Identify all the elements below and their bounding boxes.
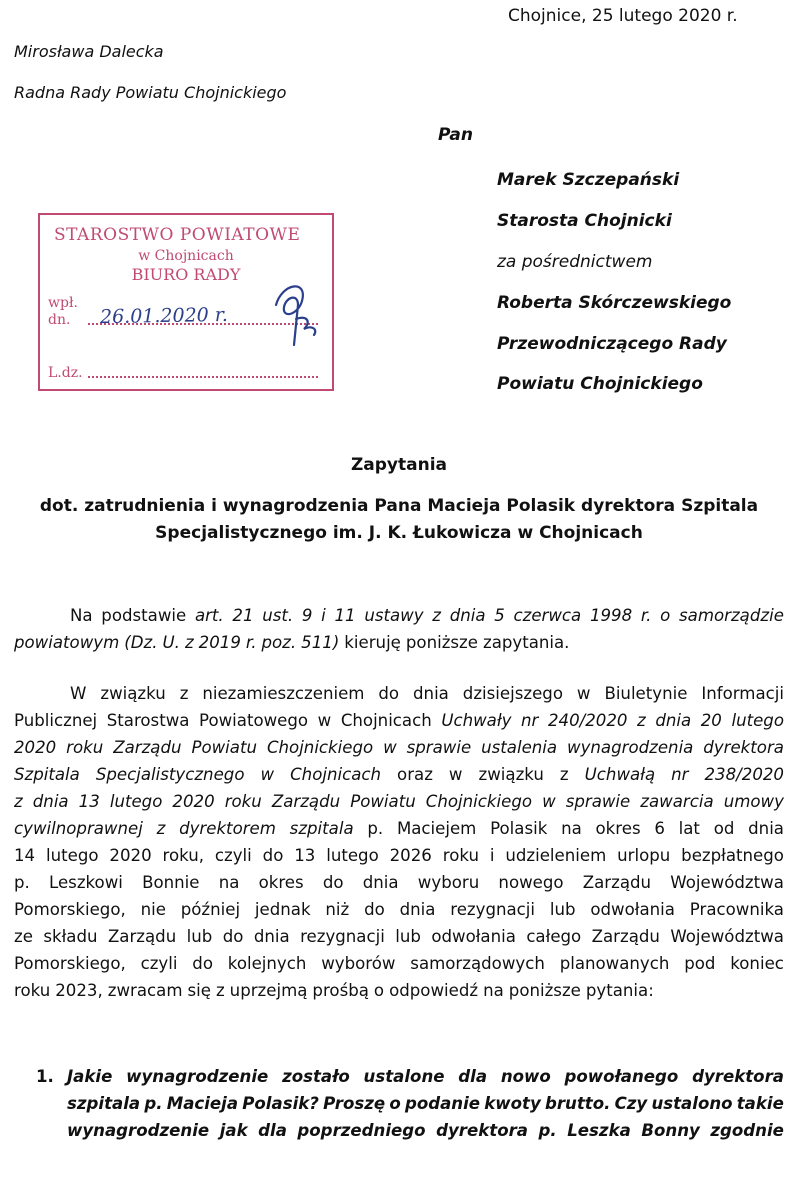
word: z xyxy=(179,684,189,703)
word: pod xyxy=(684,954,716,973)
word: dnia xyxy=(748,819,784,838)
word: odwołania xyxy=(590,900,675,919)
word: Informacji xyxy=(701,684,784,703)
word: Zarządu xyxy=(591,927,660,946)
word: Maciejem xyxy=(396,819,477,838)
word: ustalenia xyxy=(481,738,558,757)
word: powołanego xyxy=(564,1067,679,1086)
word: zapytania. xyxy=(482,633,570,652)
word: okres xyxy=(595,819,641,838)
stamp-department: BIURO RADY xyxy=(131,265,241,284)
word: Biuletynie xyxy=(604,684,688,703)
word: dnia xyxy=(32,792,69,811)
word: bezpłatnego xyxy=(681,846,784,865)
word: do xyxy=(378,684,400,703)
word: 2019 xyxy=(198,633,241,652)
word: Zarządu xyxy=(113,738,182,757)
word: 2023, xyxy=(55,981,103,1000)
word: 14 xyxy=(14,846,36,865)
word: roku xyxy=(442,846,479,865)
text-line xyxy=(14,950,784,977)
word: związku xyxy=(100,684,166,703)
word: w xyxy=(448,765,463,784)
word: 2020 xyxy=(172,792,215,811)
word: 511) xyxy=(301,633,340,652)
recipient-via: za pośrednictwem xyxy=(497,252,653,272)
word: Zarządu xyxy=(271,792,341,811)
word: dnia xyxy=(362,873,399,892)
word: 238/2020 xyxy=(704,765,784,784)
word: takie xyxy=(736,1094,784,1113)
word: wyboru xyxy=(417,873,480,892)
text-line xyxy=(14,629,784,656)
word: lub xyxy=(395,927,421,946)
text-line xyxy=(67,1063,784,1090)
word: U. xyxy=(162,633,180,652)
paragraph-legal-basis xyxy=(14,602,784,656)
word: Bonnie xyxy=(142,873,200,892)
word: z xyxy=(559,765,569,784)
text-line xyxy=(14,923,784,950)
word: odpowiedź xyxy=(389,981,479,1000)
word: w xyxy=(576,684,591,703)
word: Starostwa xyxy=(106,711,190,730)
stamp-city: w Chojnicach xyxy=(138,248,234,264)
word: kwoty xyxy=(484,1094,541,1113)
word: odwołania xyxy=(431,927,516,946)
word: 2026 xyxy=(389,846,432,865)
word: (Dz. xyxy=(124,633,158,652)
recipient-via-org: Powiatu Chojnickiego xyxy=(497,374,703,394)
word: Województwa xyxy=(670,873,784,892)
word: całego xyxy=(526,927,582,946)
recipient-via-name: Roberta Skórczewskiego xyxy=(497,293,732,313)
word: zostało xyxy=(282,1067,350,1086)
word: urlopu xyxy=(617,846,671,865)
word: wynagrodzenie xyxy=(126,1067,269,1086)
word: na xyxy=(483,981,504,1000)
word: planowanych xyxy=(559,954,670,973)
word: i xyxy=(489,846,495,865)
word: czyli xyxy=(140,954,178,973)
word: Leszkowi xyxy=(49,873,123,892)
word: dla xyxy=(258,1121,287,1140)
word: 2020 xyxy=(14,738,57,757)
word: Pomorskiego, xyxy=(14,954,126,973)
word: dzisiejszego xyxy=(462,684,563,703)
word: r. xyxy=(245,633,257,652)
word: rezygnacji xyxy=(300,927,385,946)
word: lat xyxy=(678,819,700,838)
word: niż xyxy=(325,900,350,919)
word: Chojnickiego xyxy=(266,738,374,757)
word: Pracownika xyxy=(689,900,784,919)
word: z xyxy=(215,981,225,1000)
word: udzieleniem xyxy=(505,846,607,865)
question-1-text xyxy=(67,1063,784,1144)
word: Powiatu xyxy=(350,792,416,811)
word: Specjalistycznego xyxy=(95,765,245,784)
text-line xyxy=(14,602,784,629)
word: dyrektorem xyxy=(179,819,276,838)
word: z xyxy=(14,792,23,811)
word: 240/2020 xyxy=(547,711,628,730)
word: Bonny xyxy=(641,1121,700,1140)
word: Zarządu xyxy=(107,927,177,946)
word: nowego xyxy=(498,873,564,892)
word: na xyxy=(218,873,240,892)
word: 20 xyxy=(700,711,722,730)
word: kieruję xyxy=(344,633,401,652)
word: Czy xyxy=(614,1094,648,1113)
word: ustalone xyxy=(363,1067,445,1086)
word: dyrektora xyxy=(436,1121,528,1140)
word: dnia xyxy=(413,684,449,703)
recipient-salutation: Pan xyxy=(438,125,473,145)
word: w xyxy=(383,738,397,757)
word: Pomorskiego, xyxy=(14,900,126,919)
word: Macieja xyxy=(166,1094,239,1113)
word: związku xyxy=(478,765,544,784)
word: wyborów xyxy=(321,954,396,973)
word: w xyxy=(317,711,332,730)
word: ust. xyxy=(262,606,294,625)
word: jednak xyxy=(254,900,311,919)
word: wynagrodzenie xyxy=(67,1121,210,1140)
word: podanie xyxy=(404,1094,481,1113)
word: szpitala xyxy=(289,819,354,838)
word: Województwa xyxy=(670,927,784,946)
word: zawarcia xyxy=(640,792,714,811)
paragraph-context xyxy=(14,680,784,1004)
word: lutego xyxy=(109,792,163,811)
word: dnia xyxy=(655,711,692,730)
word: nowo xyxy=(500,1067,551,1086)
word: z xyxy=(184,633,194,652)
recipient-role: Starosta Chojnicki xyxy=(497,211,672,231)
recipient-name: Marek Szczepański xyxy=(497,170,680,190)
word: p. xyxy=(367,819,384,838)
word: poprzedniego xyxy=(297,1121,426,1140)
word: 21 xyxy=(232,606,254,625)
word: dyrektora xyxy=(703,738,784,757)
document-title: Zapytania xyxy=(350,455,448,475)
word: Powiatu xyxy=(191,738,257,757)
word: oraz xyxy=(397,765,433,784)
word: poniższe xyxy=(405,633,478,652)
word: cywilnoprawnej xyxy=(14,819,143,838)
word: na xyxy=(561,819,582,838)
word: zgodnie xyxy=(710,1121,784,1140)
word: 13 xyxy=(78,792,100,811)
word: lutego xyxy=(46,846,99,865)
recipient-via-role: Przewodniczącego Rady xyxy=(497,334,727,354)
word: 11 xyxy=(334,606,356,625)
word: pytania: xyxy=(585,981,654,1000)
word: Uchwałą xyxy=(584,765,656,784)
word: 6 xyxy=(654,819,665,838)
word: ustalono xyxy=(651,1094,733,1113)
stamp-ldz-label: L.dz. xyxy=(48,365,83,381)
word: lub xyxy=(186,927,213,946)
word: p. xyxy=(144,1094,163,1113)
handwritten-date: 26.01.2020 r. xyxy=(99,303,229,329)
word: brutto. xyxy=(544,1094,611,1113)
word: kolejnych xyxy=(227,954,307,973)
word: p. xyxy=(14,873,30,892)
word: Proszę xyxy=(323,1094,386,1113)
stamp-office: STAROSTWO POWIATOWE xyxy=(54,225,301,245)
word: Powiatowego xyxy=(199,711,309,730)
word: jak xyxy=(219,1121,248,1140)
signature-icon xyxy=(268,275,326,351)
word: do xyxy=(364,900,385,919)
word: dyrektora xyxy=(692,1067,784,1086)
word: nie xyxy=(140,900,166,919)
text-line xyxy=(14,815,784,842)
word: roku xyxy=(224,792,262,811)
stamp-wpl-label: wpł. xyxy=(48,295,78,311)
word: 9 xyxy=(301,606,313,625)
text-line xyxy=(14,707,784,734)
word: dnia xyxy=(449,606,486,625)
word: nr xyxy=(521,711,539,730)
word: w xyxy=(542,792,556,811)
word: poz. xyxy=(261,633,297,652)
word: Jakie xyxy=(67,1067,113,1086)
word: umowy xyxy=(723,792,784,811)
word: czerwca xyxy=(513,606,582,625)
word: i xyxy=(321,606,326,625)
word: powiatowym xyxy=(14,633,120,652)
word: samorządzie xyxy=(679,606,784,625)
word: 2020 xyxy=(109,846,152,865)
word: Polasik xyxy=(490,819,548,838)
word: niezamieszczeniem xyxy=(202,684,365,703)
word: Szpitala xyxy=(14,765,80,784)
text-line xyxy=(14,977,784,1004)
word: lub xyxy=(549,900,576,919)
word: o xyxy=(373,981,385,1000)
word: w xyxy=(260,765,275,784)
word: Zarządu xyxy=(582,873,652,892)
word: Polasik? xyxy=(242,1094,319,1113)
word: szpitala xyxy=(67,1094,141,1113)
word: z xyxy=(432,606,441,625)
word: 5 xyxy=(494,606,505,625)
text-line xyxy=(67,1090,784,1117)
text-line xyxy=(14,734,784,761)
word: się xyxy=(187,981,211,1000)
word: Publicznej xyxy=(14,711,98,730)
question-number: 1. xyxy=(36,1067,54,1086)
word: później xyxy=(180,900,241,919)
word: wynagrodzenia xyxy=(567,738,694,757)
word: o xyxy=(660,606,671,625)
word: art. xyxy=(194,606,224,625)
word: sprawie xyxy=(406,738,472,757)
word: 13 xyxy=(294,846,316,865)
word: lutego xyxy=(731,711,784,730)
word: Uchwały xyxy=(441,711,512,730)
word: podstawie xyxy=(101,606,187,625)
word: r. xyxy=(640,606,652,625)
word: W xyxy=(70,684,87,703)
text-line xyxy=(14,869,784,896)
word: czyli xyxy=(214,846,252,865)
registry-stamp xyxy=(38,213,334,391)
word: ze xyxy=(14,927,33,946)
word: Leszka xyxy=(567,1121,631,1140)
word: dnia xyxy=(253,927,290,946)
text-line xyxy=(14,842,784,869)
word: z xyxy=(156,819,166,838)
word: zwracam xyxy=(107,981,183,1000)
word: lutego xyxy=(326,846,379,865)
word: do xyxy=(222,927,244,946)
letter-date: Chojnice, 25 lutego 2020 r. xyxy=(508,6,738,26)
word: Chojnickiego xyxy=(425,792,533,811)
word: z xyxy=(637,711,646,730)
word: składu xyxy=(43,927,98,946)
text-line xyxy=(14,761,784,788)
word: sprawie xyxy=(565,792,631,811)
stamp-dn-label: dn. xyxy=(48,312,71,328)
word: koniec xyxy=(730,954,784,973)
word: uprzejmą xyxy=(229,981,308,1000)
word: Chojnicach xyxy=(340,711,432,730)
word: do xyxy=(262,846,284,865)
word: roku xyxy=(14,981,51,1000)
word: ustawy xyxy=(364,606,424,625)
word: do xyxy=(322,873,344,892)
sender-role: Radna Rady Powiatu Chojnickiego xyxy=(14,83,287,102)
word: p. xyxy=(538,1121,557,1140)
stamp-ldz-dotted-line xyxy=(88,376,318,378)
word: do xyxy=(192,954,213,973)
text-line xyxy=(67,1117,784,1144)
word: okres xyxy=(258,873,304,892)
word: Na xyxy=(70,606,93,625)
word: samorządowych xyxy=(410,954,545,973)
document-subtitle-line-2: Specjalistycznego im. J. K. Łukowicza w Chojnicach xyxy=(155,523,643,543)
word: o xyxy=(389,1094,401,1113)
word: Chojnicach xyxy=(290,765,382,784)
text-line xyxy=(14,680,784,707)
word: od xyxy=(713,819,735,838)
text-line xyxy=(14,788,784,815)
word: 1998 xyxy=(589,606,633,625)
word: roku, xyxy=(162,846,205,865)
word: prośbą xyxy=(312,981,369,1000)
word: roku xyxy=(66,738,104,757)
document-subtitle-line-1: dot. zatrudnienia i wynagrodzenia Pana Macieja Polasik dyrektora Szpitala xyxy=(39,496,759,516)
text-line xyxy=(14,896,784,923)
word: nr xyxy=(671,765,689,784)
word: dnia xyxy=(399,900,436,919)
word: dla xyxy=(458,1067,488,1086)
sender-name: Mirosława Dalecka xyxy=(14,42,164,61)
word: poniższe xyxy=(508,981,581,1000)
word: rezygnacji xyxy=(450,900,536,919)
